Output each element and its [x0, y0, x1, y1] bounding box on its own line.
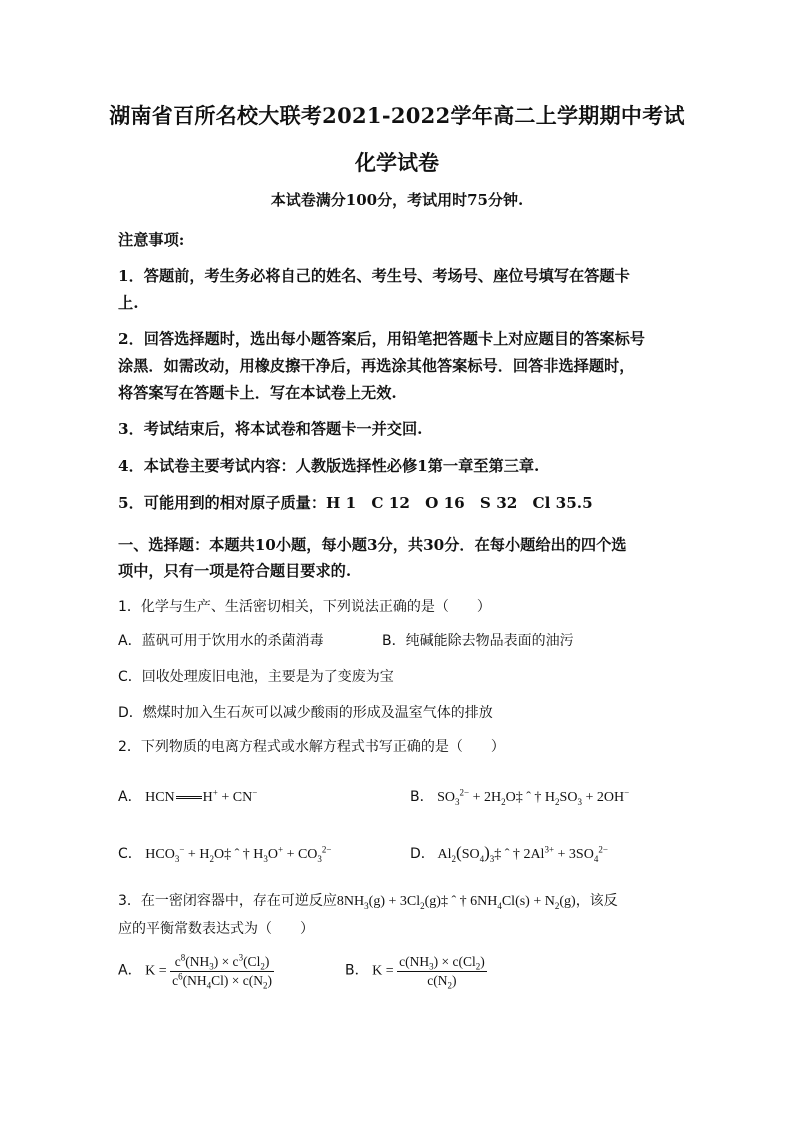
q2-option-b: B． $SO_3^{2-}$ + $2H_2O\ddagger$ ˆ † $H_2SO_3 + 2OH^-$ [410, 787, 630, 807]
exam-title: 湖南省百所名校大联考2021-2022学年高二上学期期中考试 [109, 103, 685, 128]
note-line: 2．回答选择题时，选出每小题答案后，用铅笔把答题卡上对应题目的答案标号 [118, 330, 645, 348]
note-line: 5．可能用到的相对原子质量：H 1 C 12 O 16 S 32 Cl 35.5 [118, 494, 593, 512]
q1-option-d: D．燃煤时加入生石灰可以减少酸雨的形成及温室气体的排放 [118, 705, 493, 721]
note-line: 将答案写在答题卡上．写在本试卷上无效. [118, 384, 397, 402]
exam-info: 本试卷满分100分，考试用时75分钟. [270, 191, 524, 209]
note-line: 上. [118, 294, 139, 312]
q3-stem-cont: 应的平衡常数表达式为（ ） [118, 921, 314, 937]
reversible-arrow-icon: ‡ ˆ † [224, 847, 250, 862]
note-line: 4．本试卷主要考试内容：人教版选择性必修1第一章至第三章. [118, 457, 540, 475]
section-heading-cont: 项中，只有一项是符合题目要求的. [118, 562, 352, 580]
q3-option-a: A． K = $\frac{c^8(NH_3) \times c^3(Cl_2)}{c^6(NH_4Cl) \times c(N_2)}$ [118, 952, 272, 991]
q3-stem: 3．在一密闭容器中，存在可逆反应$8NH_3(g)$ + $3Cl_2(g)\ddagger$ ˆ † $6NH_4Cl(s) + N_2(g)$，该反 [118, 893, 618, 911]
q1-option-b: B．纯碱能除去物品表面的油污 [382, 633, 574, 649]
reversible-arrow-icon: ‡ ˆ † [515, 790, 542, 805]
q3-option-b-label: B． [345, 962, 369, 979]
q2-option-d: D． $Al_2(SO_4)_3\ddagger$ ˆ † $2Al^{3+} + 3SO_4^{2-}$ [410, 843, 608, 864]
q1-stem: 1．化学与生产、生活密切相关，下列说法正确的是（ ） [118, 599, 491, 615]
q2-stem: 2．下列物质的电离方程式或水解方程式书写正确的是（ ） [118, 739, 505, 755]
reversible-arrow-icon: ‡ ˆ † [494, 847, 520, 862]
q3-stem-part2: ，该反 [575, 893, 618, 909]
notes-heading: 注意事项: [118, 231, 185, 249]
q2-option-d-label: D． [410, 846, 435, 862]
q1-option-a: A．蓝矾可用于饮用水的杀菌消毒 [118, 633, 324, 649]
note-line: 3．考试结束后，将本试卷和答题卡一并交回. [118, 420, 423, 438]
exam-subtitle: 化学试卷 [355, 150, 439, 175]
fraction: $\frac{c^8(NH_3) \times c^3(Cl_2)}{c^6(NH_4Cl) \times c(N_2)}$ [172, 952, 272, 991]
q3-stem-part1: 3．在一密闭容器中，存在可逆反应 [118, 893, 337, 909]
q2-option-a-label: A． [118, 789, 142, 805]
q1-option-c: C．回收处理废旧电池，主要是为了变废为宝 [118, 669, 394, 685]
note-line: 涂黑．如需改动，用橡皮擦干净后，再选涂其他答案标号．回答非选择题时， [118, 357, 635, 375]
q2-option-c-label: C． [118, 846, 142, 862]
section-heading: 一、选择题：本题共10小题，每小题3分，共30分．在每小题给出的四个选 [118, 536, 627, 554]
fraction: $\frac{c(NH_3) \times c(Cl_2)}{c(N_2)}$ [399, 954, 485, 991]
q2-option-c: C． $HCO_3^-$ + $H_2O\ddagger$ ˆ † $H_3O^+ + CO_3^{2-}$ [118, 844, 332, 864]
q3-option-a-label: A． [118, 962, 142, 979]
reversible-arrow-icon: ‡ ˆ † [440, 894, 467, 909]
note-line: 1．答题前，考生务必将自己的姓名、考生号、考场号、座位号填写在答题卡 [118, 267, 630, 285]
q3-option-b: B． K = $\frac{c(NH_3) \times c(Cl_2)}{c(N_2)}$ [345, 954, 485, 991]
q2-option-b-label: B． [410, 789, 434, 805]
q2-option-a: A． HCN H+ + CN− [118, 787, 258, 805]
